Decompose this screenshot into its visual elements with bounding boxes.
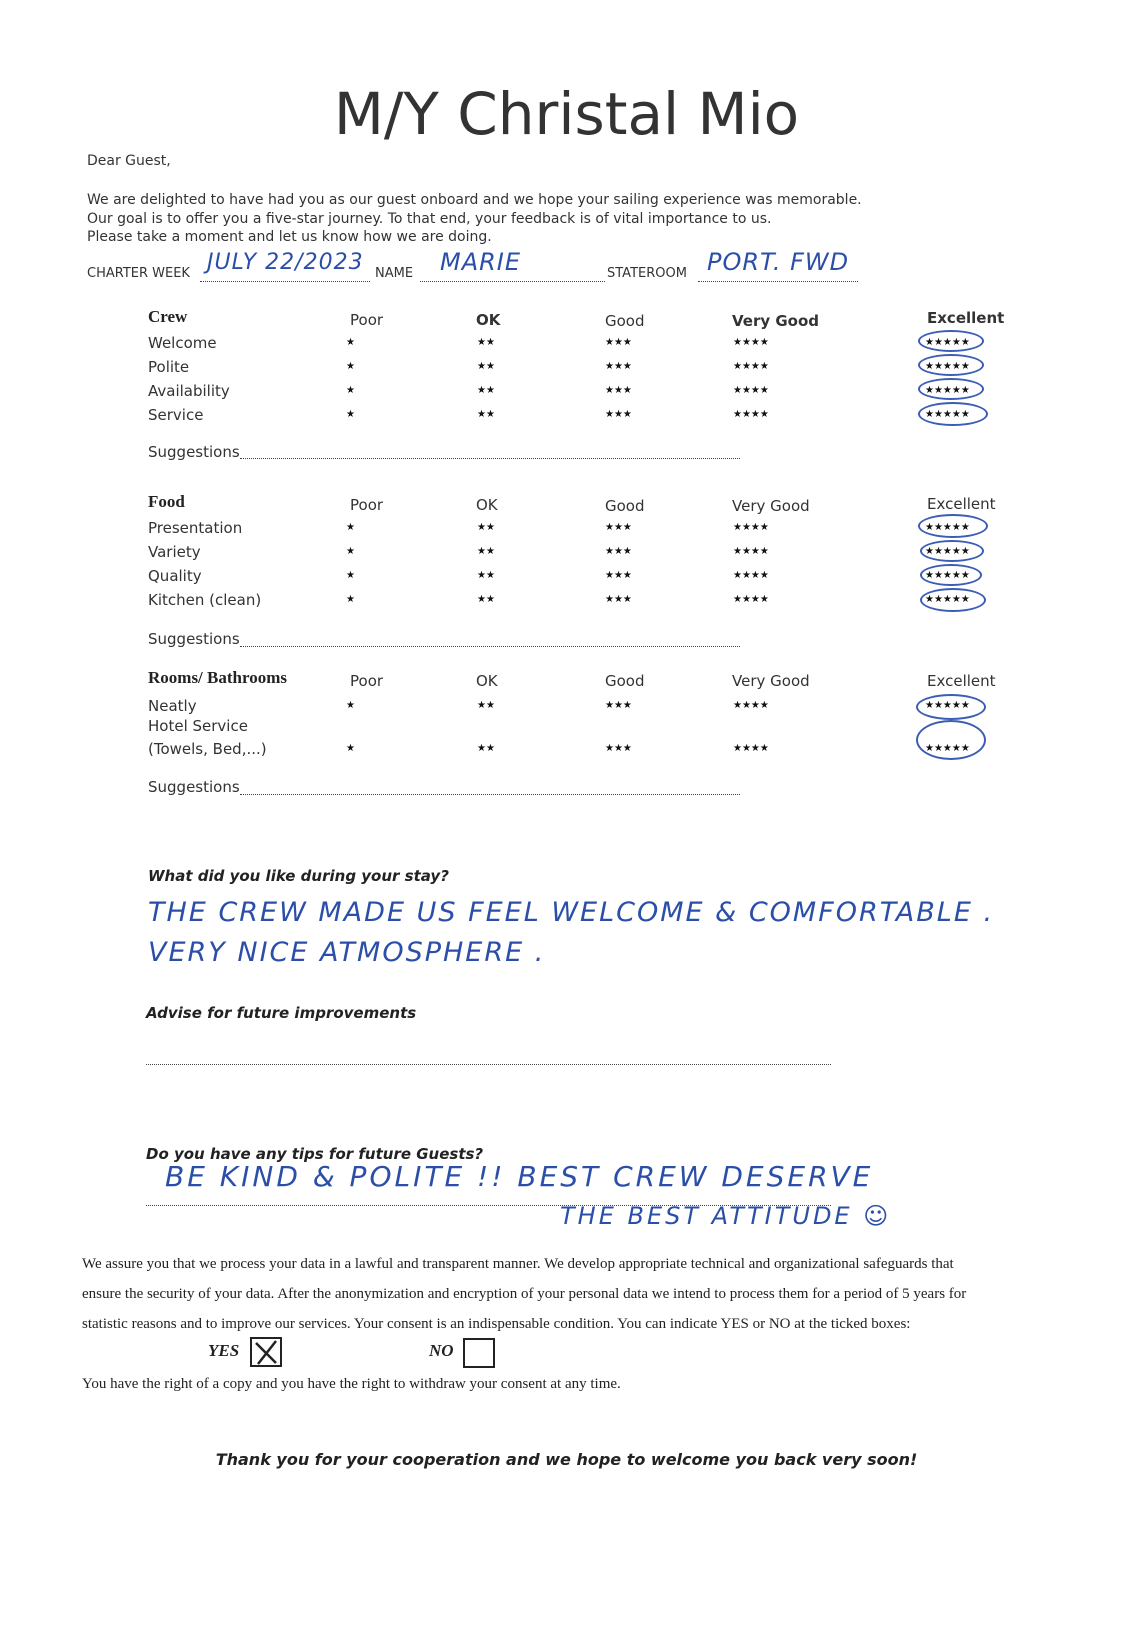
row-label: Variety: [148, 543, 201, 561]
excellent-selection-mark: [918, 402, 988, 426]
rating-option-good[interactable]: ★★★: [605, 361, 632, 372]
excellent-selection-mark: [920, 540, 984, 562]
stateroom-label: STATEROOM: [607, 266, 687, 281]
rating-option-ok[interactable]: ★★: [477, 594, 495, 605]
rating-option-very-good[interactable]: ★★★★: [733, 361, 769, 372]
row-label: Welcome: [148, 334, 217, 352]
col-poor: Poor: [350, 496, 384, 514]
col-ok: OK: [476, 311, 501, 329]
intro-line-2: Our goal is to offer you a five-star journey. To that end, your feedback is of vital importance to us.: [87, 211, 772, 227]
rating-option-very-good[interactable]: ★★★★: [733, 337, 769, 348]
answer-tips-line-1[interactable]: BE KIND & POLITE !! BEST CREW DESERVE: [165, 1160, 874, 1193]
yes-label: YES: [208, 1341, 240, 1360]
yes-checkbox[interactable]: [250, 1337, 282, 1367]
rating-option-ok[interactable]: ★★: [477, 546, 495, 557]
rating-option-excellent[interactable]: ★★★★★: [925, 570, 970, 581]
intro-line-3: Please take a moment and let us know how we are doing.: [87, 229, 492, 245]
suggestions-label: Suggestions: [148, 778, 240, 796]
rating-option-poor[interactable]: ★: [346, 743, 355, 754]
row-label: (Towels, Bed,...): [148, 740, 267, 758]
rating-option-good[interactable]: ★★★: [605, 409, 632, 420]
rating-option-good[interactable]: ★★★: [605, 570, 632, 581]
row-label: Kitchen (clean): [148, 591, 262, 609]
charter-week-label: CHARTER WEEK: [87, 266, 190, 281]
rights-text: You have the right of a copy and you have the right to withdraw your consent at any time.: [82, 1376, 621, 1392]
rating-option-poor[interactable]: ★: [346, 594, 355, 605]
col-very-good: Very Good: [732, 497, 810, 515]
section-rooms-heading: Rooms/ Bathrooms: [148, 668, 287, 687]
rating-option-poor[interactable]: ★: [346, 700, 355, 711]
section-crew-heading: Crew: [148, 307, 188, 326]
row-label: Service: [148, 406, 204, 424]
rating-option-good[interactable]: ★★★: [605, 522, 632, 533]
col-good: Good: [605, 497, 645, 515]
privacy-line-2: ensure the security of your data. After the anonymization and encryption of your personal data we intend to process them for a period of 5 years for: [82, 1286, 967, 1302]
rating-option-ok[interactable]: ★★: [477, 700, 495, 711]
privacy-line-3: statistic reasons and to improve our services. Your consent is an indispensable condition. You can indicate YES or NO at the ticked boxes:: [82, 1316, 911, 1332]
col-ok: OK: [476, 672, 498, 690]
document-title: M/Y Christal Mio: [333, 80, 800, 148]
rating-option-excellent[interactable]: ★★★★★: [925, 361, 970, 372]
rating-option-excellent[interactable]: ★★★★★: [925, 700, 970, 711]
rating-option-ok[interactable]: ★★: [477, 409, 495, 420]
rating-option-excellent[interactable]: ★★★★★: [925, 385, 970, 396]
rating-option-good[interactable]: ★★★: [605, 700, 632, 711]
row-label: Polite: [148, 358, 190, 376]
excellent-selection-mark: [918, 354, 984, 376]
rating-option-good[interactable]: ★★★: [605, 594, 632, 605]
rating-option-poor[interactable]: ★: [346, 385, 355, 396]
row-label: Availability: [148, 382, 230, 400]
stateroom-field[interactable]: PORT. FWD: [707, 248, 850, 276]
rating-option-ok[interactable]: ★★: [477, 385, 495, 396]
name-field[interactable]: MARIE: [440, 248, 522, 276]
col-ok: OK: [476, 496, 498, 514]
excellent-selection-mark: [918, 514, 988, 538]
col-excellent: Excellent: [927, 672, 996, 690]
name-label: NAME: [375, 266, 414, 281]
rating-option-ok[interactable]: ★★: [477, 337, 495, 348]
rating-option-very-good[interactable]: ★★★★: [733, 409, 769, 420]
rating-option-good[interactable]: ★★★: [605, 385, 632, 396]
rating-option-very-good[interactable]: ★★★★: [733, 385, 769, 396]
privacy-line-1: We assure you that we process your data in a lawful and transparent manner. We develop appropriate technical and organizational safeguards that: [82, 1256, 954, 1272]
rating-option-excellent[interactable]: ★★★★★: [925, 594, 970, 605]
no-label: NO: [429, 1341, 454, 1360]
improvements-field[interactable]: [146, 1064, 831, 1065]
rating-option-poor[interactable]: ★: [346, 546, 355, 557]
no-checkbox[interactable]: [463, 1338, 495, 1368]
rating-option-ok[interactable]: ★★: [477, 570, 495, 581]
question-tips: Do you have any tips for future Guests?: [146, 1145, 484, 1163]
col-poor: Poor: [350, 672, 384, 690]
greeting: Dear Guest,: [87, 153, 171, 169]
col-excellent: Excellent: [927, 309, 1005, 327]
excellent-selection-mark: [920, 564, 982, 586]
col-very-good: Very Good: [732, 312, 820, 330]
section-food-heading: Food: [148, 492, 185, 511]
rating-option-very-good[interactable]: ★★★★: [733, 522, 769, 533]
rating-option-very-good[interactable]: ★★★★: [733, 700, 769, 711]
charter-week-field[interactable]: JULY 22/2023: [207, 250, 364, 275]
excellent-selection-mark: [918, 378, 984, 400]
check-mark-icon: [252, 1339, 280, 1365]
col-good: Good: [605, 672, 645, 690]
suggestions-label: Suggestions: [148, 630, 240, 648]
question-like: What did you like during your stay?: [148, 867, 449, 885]
rating-option-very-good[interactable]: ★★★★: [733, 594, 769, 605]
rating-option-ok[interactable]: ★★: [477, 361, 495, 372]
rating-option-excellent[interactable]: ★★★★★: [925, 522, 970, 533]
excellent-selection-mark: [918, 330, 984, 352]
rating-option-excellent[interactable]: ★★★★★: [925, 337, 970, 348]
intro-line-1: We are delighted to have had you as our guest onboard and we hope your sailing experience was memorable.: [87, 192, 862, 208]
row-label: Quality: [148, 567, 202, 585]
rating-option-excellent[interactable]: ★★★★★: [925, 409, 970, 420]
rating-option-ok[interactable]: ★★: [477, 743, 495, 754]
excellent-selection-mark: [916, 694, 986, 720]
row-label: Presentation: [148, 519, 243, 537]
answer-like-line-2[interactable]: VERY NICE ATMOSPHERE .: [148, 937, 546, 968]
rating-option-poor[interactable]: ★: [346, 337, 355, 348]
rating-option-good[interactable]: ★★★: [605, 743, 632, 754]
excellent-selection-mark: [916, 720, 986, 760]
rating-option-good[interactable]: ★★★: [605, 546, 632, 557]
rating-option-very-good[interactable]: ★★★★: [733, 743, 769, 754]
col-poor: Poor: [350, 311, 384, 329]
suggestions-field[interactable]: [240, 458, 740, 459]
row-label: Hotel Service: [148, 717, 248, 735]
col-very-good: Very Good: [732, 672, 810, 690]
rating-option-very-good[interactable]: ★★★★: [733, 570, 769, 581]
rating-option-very-good[interactable]: ★★★★: [733, 546, 769, 557]
rating-option-ok[interactable]: ★★: [477, 522, 495, 533]
question-improve: Advise for future improvements: [146, 1004, 417, 1022]
answer-like-line-1[interactable]: THE CREW MADE US FEEL WELCOME & COMFORTABLE .: [148, 897, 995, 928]
rating-option-poor[interactable]: ★: [346, 570, 355, 581]
closing-message: Thank you for your cooperation and we hope to welcome you back very soon!: [215, 1450, 918, 1469]
row-label: Neatly: [148, 697, 197, 715]
suggestions-field[interactable]: [240, 646, 740, 647]
rating-option-poor[interactable]: ★: [346, 409, 355, 420]
rating-option-excellent[interactable]: ★★★★★: [925, 743, 970, 754]
rating-option-poor[interactable]: ★: [346, 361, 355, 372]
col-good: Good: [605, 312, 645, 330]
answer-tips-line-2[interactable]: THE BEST ATTITUDE ☺: [560, 1202, 892, 1230]
col-excellent: Excellent: [927, 495, 996, 513]
excellent-selection-mark: [920, 588, 986, 612]
rating-option-excellent[interactable]: ★★★★★: [925, 546, 970, 557]
suggestions-field[interactable]: [240, 794, 740, 795]
rating-option-good[interactable]: ★★★: [605, 337, 632, 348]
rating-option-poor[interactable]: ★: [346, 522, 355, 533]
suggestions-label: Suggestions: [148, 443, 240, 461]
